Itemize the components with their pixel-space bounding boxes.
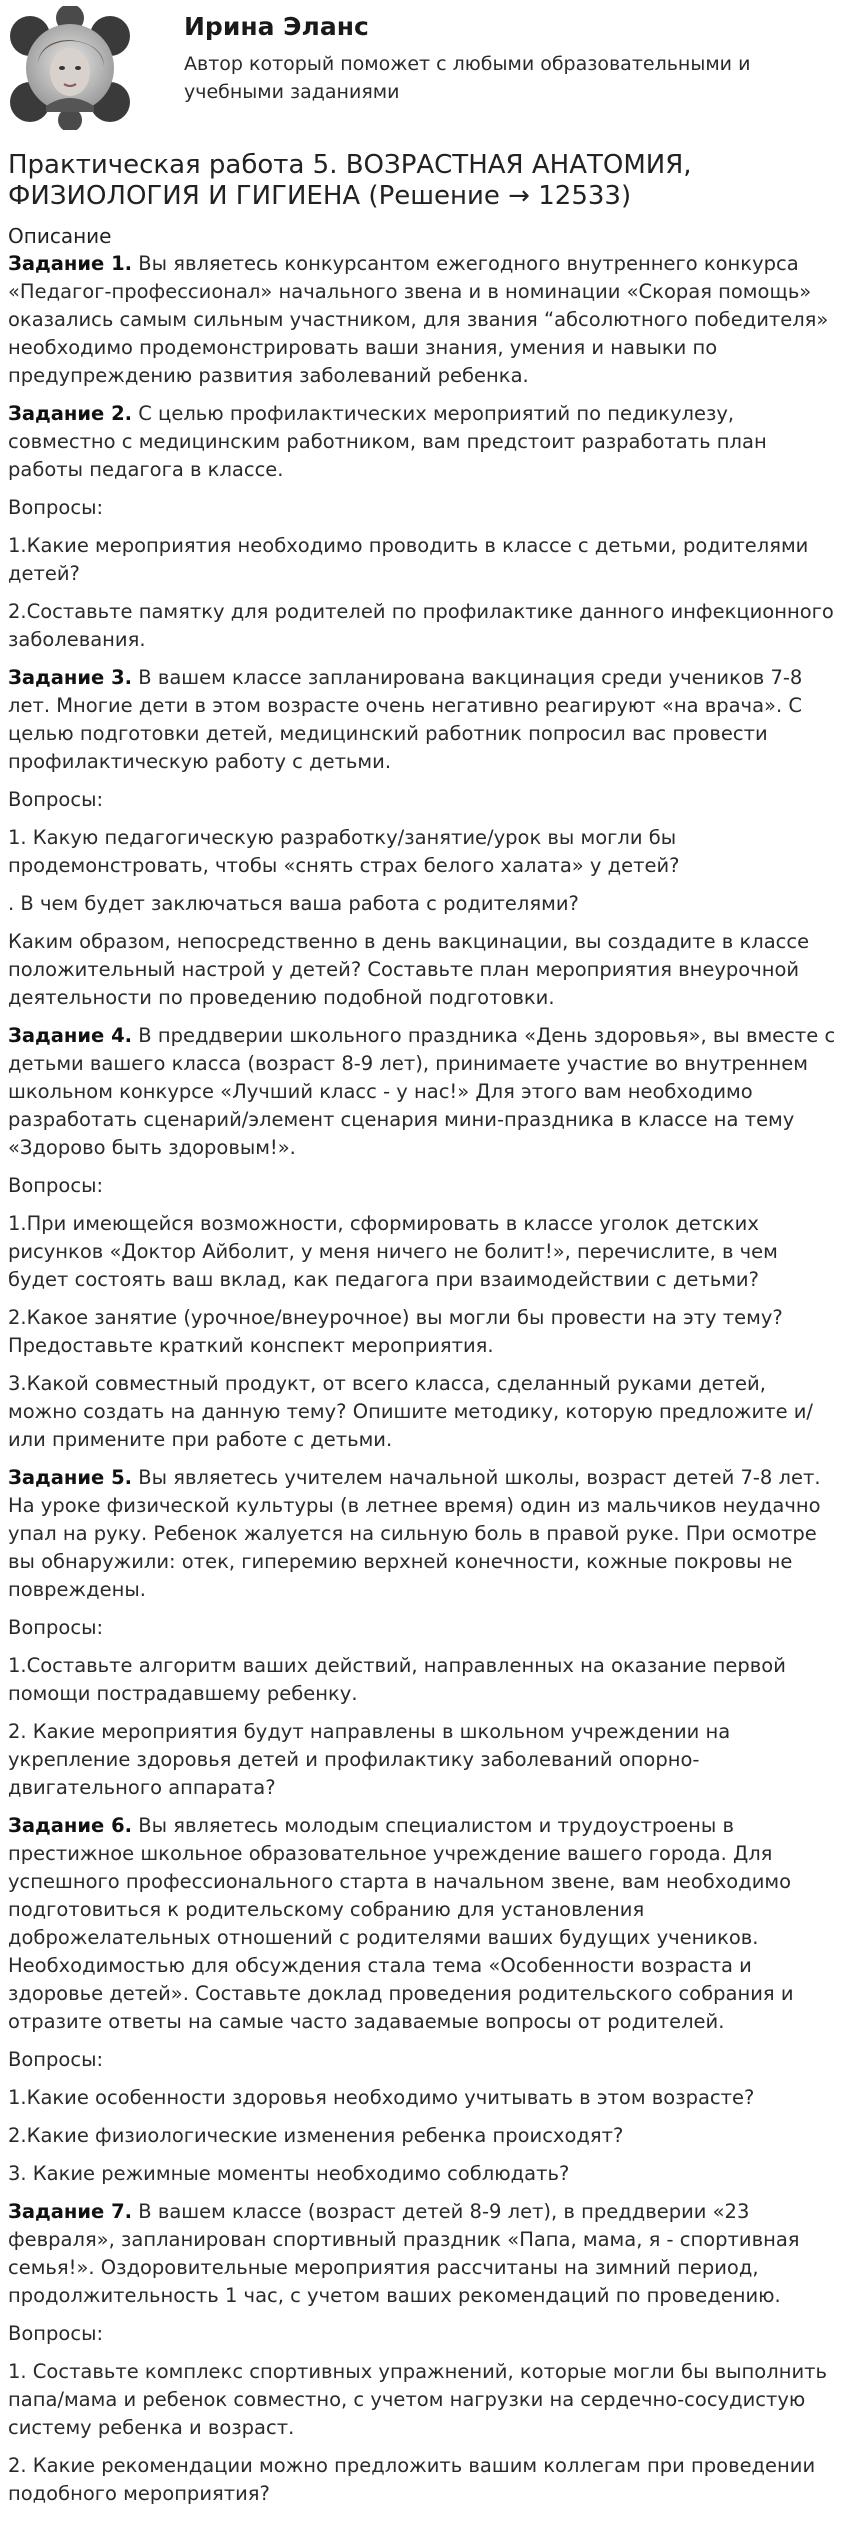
- task-text: В преддверии школьного праздника «День здоровья», вы вместе с детьми вашего класса (возраст 8-9 лет), принимаете участие во внутреннем школьном конкурсе «Лучший класс - у нас!» Для этого вам необходимо разработать сценарий/элемент сценария мини-праздника в классе на тему «Здорово быть здоровым!».: [8, 1024, 836, 1159]
- question-item: 1.Составьте алгоритм ваших действий, направленных на оказание первой помощи пострадавшему ребенку.: [8, 1654, 786, 1705]
- question-item: 2.Какие физиологические изменения ребенка происходят?: [8, 2124, 624, 2147]
- questions-label: Вопросы:: [8, 788, 104, 811]
- task-label: Задание 2.: [8, 402, 133, 425]
- question-item: 2. Какие мероприятия будут направлены в школьном учреждении на укрепление здоровья детей и профилактику заболеваний опорно-двигательного аппарата?: [8, 1720, 731, 1799]
- task-text: В вашем классе (возраст детей 8-9 лет), в преддверии «23 февраля», запланирован спортивный праздник «Папа, мама, я - спортивная семья!». Оздоровительные мероприятия рассчитаны на зимний период, продолжительность 1 час, с учетом ваших рекомендаций по проведению.: [8, 2200, 800, 2307]
- question-item: 2. Какие рекомендации можно предложить вашим коллегам при проведении подобного мероприятия?: [8, 2454, 816, 2505]
- task-label: Задание 5.: [8, 1466, 133, 1489]
- author-description: Автор который поможет с любыми образовательными и учебными заданиями: [184, 53, 751, 103]
- questions-label: Вопросы:: [8, 496, 104, 519]
- author-name[interactable]: Ирина Эланс: [184, 12, 369, 41]
- author-info: [184, 6, 804, 106]
- question-item: 3. Какие режимные моменты необходимо соблюдать?: [8, 2162, 570, 2185]
- task-text: Вы являетесь молодым специалистом и трудоустроены в престижное школьное образовательное учреждение вашего города. Для успешного профессионального старта в начальном звене, вам необходимо подготовиться к родительскому собранию для установления доброжелательных отношений с родителями ваших будущих учеников. Необходимостью для обсуждения стала тема «Особенности возраста и здоровье детей». Составьте доклад проведения родительского собрания и отразите ответы на самые часто задаваемые вопросы от родителей.: [8, 1814, 794, 2033]
- task-paragraph: [8, 1022, 839, 1162]
- questions-label: Вопросы:: [8, 2322, 104, 2345]
- question-item: 1.При имеющейся возможности, сформировать в классе уголок детских рисунков «Доктор Айболит, у меня ничего не болит!», перечислите, в чем будет состоять ваш вклад, как педагога при взаимодействии с детьми?: [8, 1212, 778, 1291]
- author-avatar[interactable]: [8, 6, 132, 130]
- task-paragraph: [8, 1812, 839, 2036]
- task-label: Задание 7.: [8, 2200, 133, 2223]
- question-item: 1. Составьте комплекс спортивных упражнений, которые могли бы выполнить папа/мама и ребенок совместно, с учетом нагрузки на сердечно-сосудистую систему ребенка и возраст.: [8, 2360, 827, 2439]
- question-item: . В чем будет заключаться ваша работа с родителями?: [8, 892, 579, 915]
- document-title: Практическая работа 5. ВОЗРАСТНАЯ АНАТОМИЯ, ФИЗИОЛОГИЯ И ГИГИЕНА (Решение → 12533): [8, 150, 692, 211]
- question-item: Каким образом, непосредственно в день вакцинации, вы создадите в классе положительный настрой у детей? Составьте план мероприятия внеурочной деятельности по проведению подобной подготовки.: [8, 930, 810, 1009]
- task-text: Вы являетесь учителем начальной школы, возраст детей 7-8 лет. На уроке физической культуры (в летнее время) один из мальчиков неудачно упал на руку. Ребенок жалуется на сильную боль в правой руке. При осмотре вы обнаружили: отек, гиперемию верхней конечности, кожные покровы не повреждены.: [8, 1466, 821, 1601]
- task-text: С целью профилактических мероприятий по педикулезу, совместно с медицинским работником, вам предстоит разработать план работы педагога в классе.: [8, 402, 767, 481]
- question-item: 3.Какой совместный продукт, от всего класса, сделанный руками детей, можно создать на данную тему? Опишите методику, которую предложите и/или примените при работе с детьми.: [8, 1372, 814, 1451]
- task-text: В вашем классе запланирована вакцинация среди учеников 7-8 лет. Многие дети в этом возрасте очень негативно реагируют «на врача». С целью подготовки детей, медицинский работник попросил вас провести профилактическую работу с детьми.: [8, 666, 803, 773]
- task-label: Задание 6.: [8, 1814, 133, 1837]
- task-paragraph: [8, 2198, 839, 2310]
- task-label: Задание 3.: [8, 666, 133, 689]
- task-paragraph: [8, 250, 839, 390]
- avatar-image: [8, 6, 132, 130]
- question-item: 2.Какое занятие (урочное/внеурочное) вы могли бы провести на эту тему? Предоставьте краткий конспект мероприятия.: [8, 1306, 783, 1357]
- task-text: Вы являетесь конкурсантом ежегодного внутреннего конкурса «Педагог-профессионал» начального звена и в номинации «Скорая помощь» оказались самым сильным участником, для звания “абсолютного победителя» необходимо продемонстрировать ваши знания, умения и навыки по предупреждению развития заболеваний ребенка.: [8, 252, 829, 387]
- question-item: 1.Какие мероприятия необходимо проводить в классе с детьми, родителями детей?: [8, 534, 809, 585]
- description-label: Описание: [8, 224, 112, 248]
- task-label: Задание 4.: [8, 1024, 133, 1047]
- questions-label: Вопросы:: [8, 2048, 104, 2071]
- question-item: 1. Какую педагогическую разработку/занятие/урок вы могли бы продемонстровать, чтобы «снять страх белого халата» у детей?: [8, 826, 680, 877]
- question-item: 1.Какие особенности здоровья необходимо учитывать в этом возрасте?: [8, 2086, 755, 2109]
- author-block: [8, 0, 839, 134]
- questions-label: Вопросы:: [8, 1174, 104, 1197]
- task-label: Задание 1.: [8, 252, 133, 275]
- questions-label: Вопросы:: [8, 1616, 104, 1639]
- question-item: 2.Составьте памятку для родителей по профилактике данного инфекционного заболевания.: [8, 600, 834, 651]
- task-paragraph: [8, 664, 839, 776]
- tasks-list: [8, 250, 839, 2508]
- task-paragraph: [8, 400, 839, 484]
- task-paragraph: [8, 1464, 839, 1604]
